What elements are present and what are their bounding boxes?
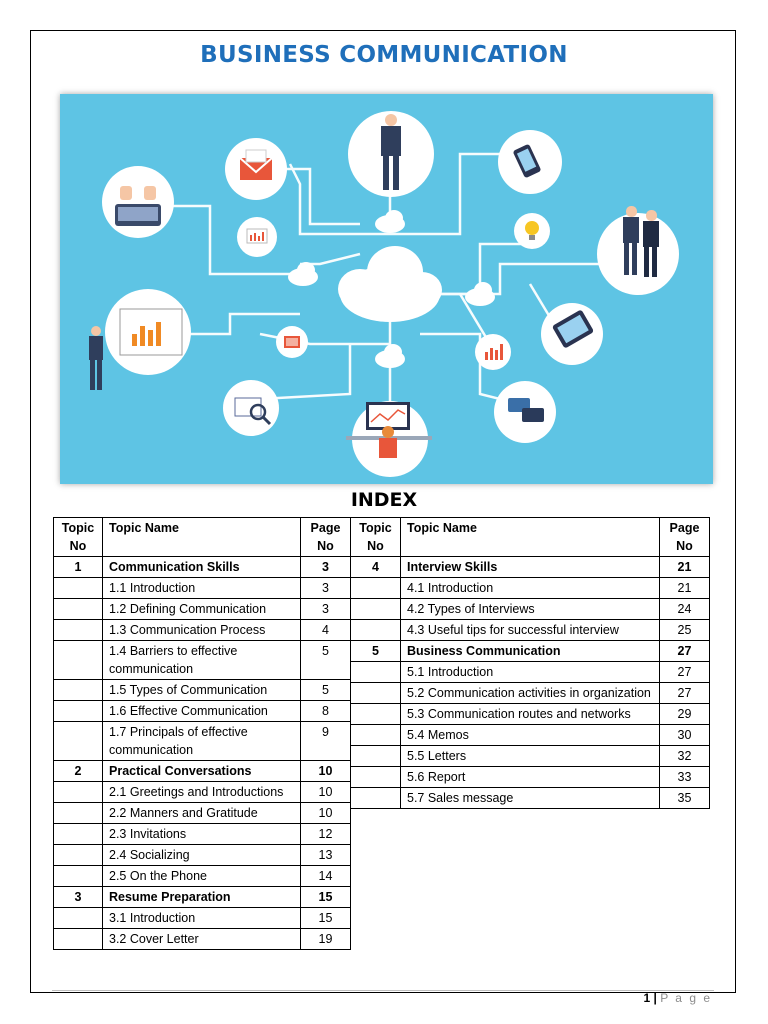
cell-topic-no — [54, 782, 103, 803]
cell-topic-no — [351, 725, 401, 746]
cell-topic-no — [351, 788, 401, 809]
table-row — [54, 866, 351, 887]
cell-page-no: 35 — [660, 788, 710, 809]
index-table-right — [350, 517, 710, 809]
page-label: P a g e — [660, 991, 712, 1005]
page-separator: | — [653, 991, 657, 1005]
cell-topic-name: 1.6 Effective Communication — [103, 701, 301, 722]
cell-topic-name: 2.4 Socializing — [103, 845, 301, 866]
index-table-left — [53, 517, 351, 950]
cell-page-no: 8 — [301, 701, 351, 722]
index-heading: INDEX — [350, 489, 418, 511]
table-row — [54, 908, 351, 929]
cell-page-no: 4 — [301, 620, 351, 641]
table-row — [351, 620, 710, 641]
table-row — [54, 599, 351, 620]
table-row — [351, 788, 710, 809]
cell-page-no: 15 — [301, 887, 351, 908]
footer-divider — [52, 990, 714, 991]
cell-topic-name: 4.3 Useful tips for successful interview — [401, 620, 660, 641]
table-row — [54, 620, 351, 641]
cell-page-no: 12 — [301, 824, 351, 845]
cell-page-no: 30 — [660, 725, 710, 746]
cell-topic-no — [54, 620, 103, 641]
cell-topic-no — [54, 866, 103, 887]
table-row — [351, 746, 710, 767]
cell-topic-name: 1.1 Introduction — [103, 578, 301, 599]
cell-page-no: 3 — [301, 599, 351, 620]
cell-page-no: 13 — [301, 845, 351, 866]
cell-topic-no — [54, 578, 103, 599]
cell-topic-no — [54, 680, 103, 701]
cell-topic-no — [351, 578, 401, 599]
cell-topic-name: Communication Skills — [103, 557, 301, 578]
cell-topic-name: 2.2 Manners and Gratitude — [103, 803, 301, 824]
cell-page-no: 3 — [301, 557, 351, 578]
table-row — [351, 578, 710, 599]
cell-topic-name: 1.2 Defining Communication — [103, 599, 301, 620]
cell-topic-name: Business Communication — [401, 641, 660, 662]
cell-topic-no — [351, 767, 401, 788]
cell-topic-name: 4.1 Introduction — [401, 578, 660, 599]
cell-topic-no — [54, 845, 103, 866]
table-row — [351, 704, 710, 725]
cell-topic-name: 5.6 Report — [401, 767, 660, 788]
header-topic-name: Topic Name — [103, 518, 301, 557]
cell-topic-name: Practical Conversations — [103, 761, 301, 782]
cell-topic-no — [351, 683, 401, 704]
laptop-hands-icon — [102, 166, 174, 238]
cell-topic-name: 1.4 Barriers to effective communication — [103, 641, 301, 680]
cell-topic-no — [351, 746, 401, 767]
cell-topic-no: 5 — [351, 641, 401, 662]
table-header-row — [351, 518, 710, 557]
cell-topic-no — [351, 662, 401, 683]
cell-page-no: 27 — [660, 662, 710, 683]
table-row — [351, 767, 710, 788]
cell-topic-no — [351, 599, 401, 620]
cell-topic-no — [54, 641, 103, 680]
cell-topic-name: 2.5 On the Phone — [103, 866, 301, 887]
hero-illustration — [60, 94, 713, 484]
cell-topic-no: 1 — [54, 557, 103, 578]
cell-topic-no: 3 — [54, 887, 103, 908]
cell-topic-no — [351, 620, 401, 641]
cell-topic-no — [54, 701, 103, 722]
table-row — [351, 725, 710, 746]
table-row — [54, 761, 351, 782]
cell-page-no: 24 — [660, 599, 710, 620]
table-header-row — [54, 518, 351, 557]
table-row — [351, 599, 710, 620]
cell-page-no: 32 — [660, 746, 710, 767]
cell-topic-name: 1.3 Communication Process — [103, 620, 301, 641]
cell-topic-no — [54, 908, 103, 929]
cell-topic-name: Resume Preparation — [103, 887, 301, 908]
header-page-no: Page No — [301, 518, 351, 557]
table-row — [351, 683, 710, 704]
cell-topic-no — [54, 824, 103, 845]
table-row — [54, 782, 351, 803]
page-number: 1 — [643, 991, 651, 1005]
cell-topic-name: 5.7 Sales message — [401, 788, 660, 809]
cell-page-no: 3 — [301, 578, 351, 599]
cell-page-no: 21 — [660, 557, 710, 578]
header-topic-no: Topic No — [351, 518, 401, 557]
cell-page-no: 29 — [660, 704, 710, 725]
cell-topic-no: 4 — [351, 557, 401, 578]
cell-page-no: 10 — [301, 782, 351, 803]
cell-page-no: 33 — [660, 767, 710, 788]
cell-page-no: 27 — [660, 641, 710, 662]
cell-topic-name: 5.1 Introduction — [401, 662, 660, 683]
cell-topic-name: 5.3 Communication routes and networks — [401, 704, 660, 725]
header-topic-no: Topic No — [54, 518, 103, 557]
table-row — [54, 641, 351, 680]
cell-topic-name: 2.3 Invitations — [103, 824, 301, 845]
cell-topic-name: 3.1 Introduction — [103, 908, 301, 929]
table-row — [54, 557, 351, 578]
cell-topic-no — [54, 803, 103, 824]
cell-topic-name: 3.2 Cover Letter — [103, 929, 301, 950]
cell-topic-name: 1.5 Types of Communication — [103, 680, 301, 701]
table-row — [351, 557, 710, 578]
cell-page-no: 10 — [301, 803, 351, 824]
cell-topic-name: 4.2 Types of Interviews — [401, 599, 660, 620]
cell-page-no: 5 — [301, 680, 351, 701]
table-row — [54, 578, 351, 599]
table-row — [351, 641, 710, 662]
cell-topic-name: 5.4 Memos — [401, 725, 660, 746]
cell-topic-no — [54, 722, 103, 761]
header-page-no: Page No — [660, 518, 710, 557]
table-row — [54, 824, 351, 845]
cell-topic-name: 5.5 Letters — [401, 746, 660, 767]
table-row — [351, 662, 710, 683]
cell-page-no: 9 — [301, 722, 351, 761]
cell-page-no: 14 — [301, 866, 351, 887]
cell-page-no: 21 — [660, 578, 710, 599]
cell-page-no: 15 — [301, 908, 351, 929]
cell-page-no: 27 — [660, 683, 710, 704]
cell-topic-name: Interview Skills — [401, 557, 660, 578]
cell-topic-name: 1.7 Principals of effective communication — [103, 722, 301, 761]
table-row — [54, 701, 351, 722]
table-row — [54, 845, 351, 866]
table-row — [54, 680, 351, 701]
cell-topic-name: 5.2 Communication activities in organization — [401, 683, 660, 704]
cloud-icon — [338, 246, 442, 322]
cell-page-no: 25 — [660, 620, 710, 641]
table-row — [54, 722, 351, 761]
cell-topic-no — [351, 704, 401, 725]
cell-topic-no — [54, 929, 103, 950]
page-footer — [643, 991, 712, 1005]
document-title: BUSINESS COMMUNICATION — [200, 42, 568, 68]
cell-topic-no: 2 — [54, 761, 103, 782]
table-row — [54, 803, 351, 824]
header-topic-name: Topic Name — [401, 518, 660, 557]
cell-topic-no — [54, 599, 103, 620]
cell-page-no: 5 — [301, 641, 351, 680]
cell-topic-name: 2.1 Greetings and Introductions — [103, 782, 301, 803]
table-row — [54, 929, 351, 950]
cell-page-no: 10 — [301, 761, 351, 782]
cell-page-no: 19 — [301, 929, 351, 950]
table-row — [54, 887, 351, 908]
